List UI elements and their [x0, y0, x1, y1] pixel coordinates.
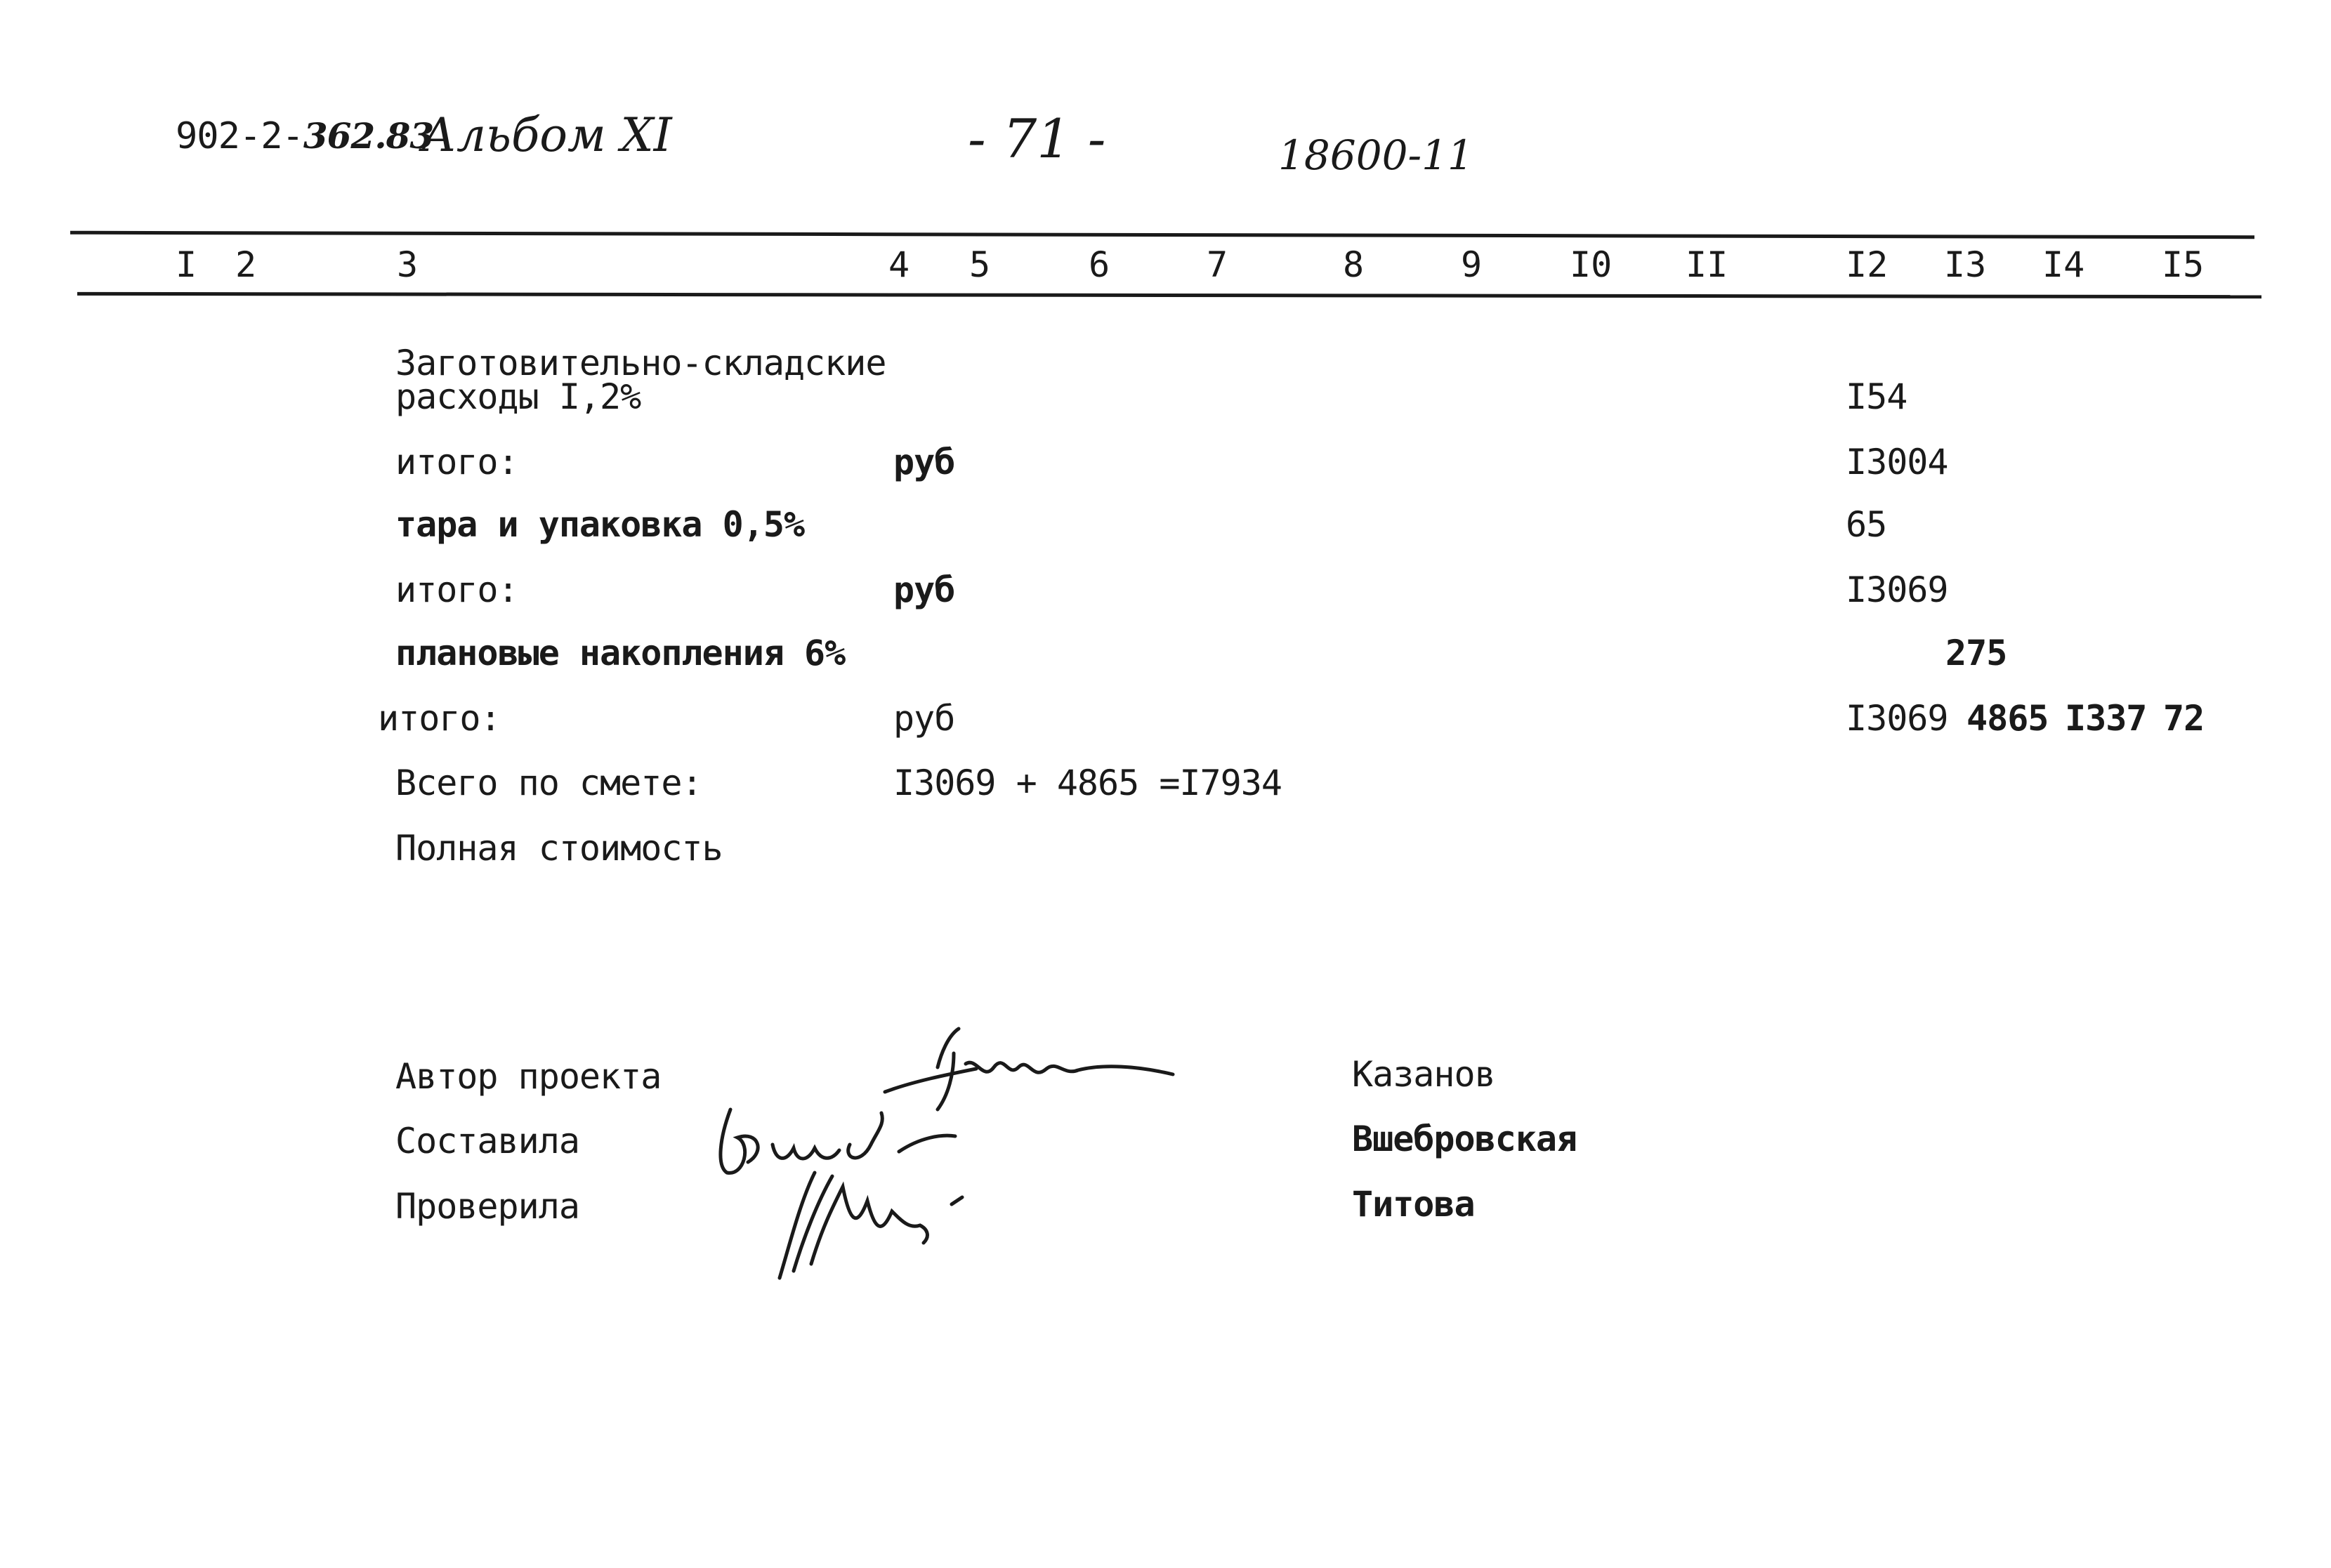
document-code-handwritten: 362.83 — [303, 115, 434, 157]
total-3-value-2: 4865 — [1966, 698, 2049, 739]
total-1-label: итого: — [395, 442, 518, 482]
total-3-label: итого: — [378, 698, 501, 739]
author-name: Казанов — [1352, 1054, 1495, 1095]
column-header-4: 4 — [888, 244, 910, 285]
total-3-value-4: 72 — [2163, 698, 2205, 739]
column-header-14: I4 — [2042, 244, 2085, 285]
total-1-value: I3004 — [1846, 442, 1948, 482]
column-header-9: 9 — [1461, 244, 1483, 285]
checked-name: Титова — [1352, 1184, 1475, 1225]
procurement-label-line2: расходы I,2% — [395, 376, 641, 417]
column-header-15: I5 — [2162, 244, 2205, 285]
total-2-unit: руб — [893, 569, 955, 610]
column-header-8: 8 — [1343, 244, 1365, 285]
column-header-11: II — [1686, 244, 1728, 285]
reference-number: 18600-11 — [1278, 131, 1473, 179]
table-top-rule — [70, 231, 2254, 239]
full-cost-label: Полная стоимость — [395, 828, 723, 869]
column-header-12: I2 — [1846, 244, 1889, 285]
planned-savings-value: 275 — [1945, 633, 2007, 673]
estimate-total-label: Всего по смете: — [395, 763, 702, 803]
total-1-unit: руб — [893, 442, 955, 482]
author-label: Автор проекта — [395, 1056, 662, 1097]
planned-savings-label: плановые накопления 6% — [395, 633, 846, 673]
total-2-label: итого: — [395, 569, 518, 610]
column-header-1: I — [176, 244, 197, 285]
estimate-total-formula: I3069 + 4865 =I7934 — [893, 763, 1282, 803]
compiled-label: Составила — [395, 1121, 579, 1161]
total-2-value: I3069 — [1846, 569, 1948, 610]
document-code-typed: 902-2- — [176, 115, 303, 157]
column-header-7: 7 — [1207, 244, 1228, 285]
total-3-value-1: I3069 — [1846, 698, 1948, 739]
procurement-value: I54 — [1846, 376, 1908, 417]
checked-label: Проверила — [395, 1186, 579, 1227]
total-3-unit: руб — [893, 698, 955, 739]
column-header-2: 2 — [235, 244, 257, 285]
column-header-10: I0 — [1570, 244, 1613, 285]
table-bottom-rule — [77, 292, 2261, 298]
document-code — [176, 115, 434, 157]
column-header-13: I3 — [1944, 244, 1987, 285]
album-label: Альбом XI — [421, 108, 672, 162]
packaging-value: 65 — [1846, 504, 1887, 545]
packaging-label: тара и упаковка 0,5% — [395, 504, 805, 545]
compiled-name: Вшебровская — [1352, 1119, 1577, 1159]
total-3-value-3: I337 — [2065, 698, 2147, 739]
page-number: - 71 - — [968, 107, 1106, 170]
column-header-5: 5 — [969, 244, 991, 285]
column-header-3: 3 — [397, 244, 419, 285]
column-header-6: 6 — [1089, 244, 1110, 285]
procurement-label-line1: Заготовительно-складские — [395, 343, 886, 383]
